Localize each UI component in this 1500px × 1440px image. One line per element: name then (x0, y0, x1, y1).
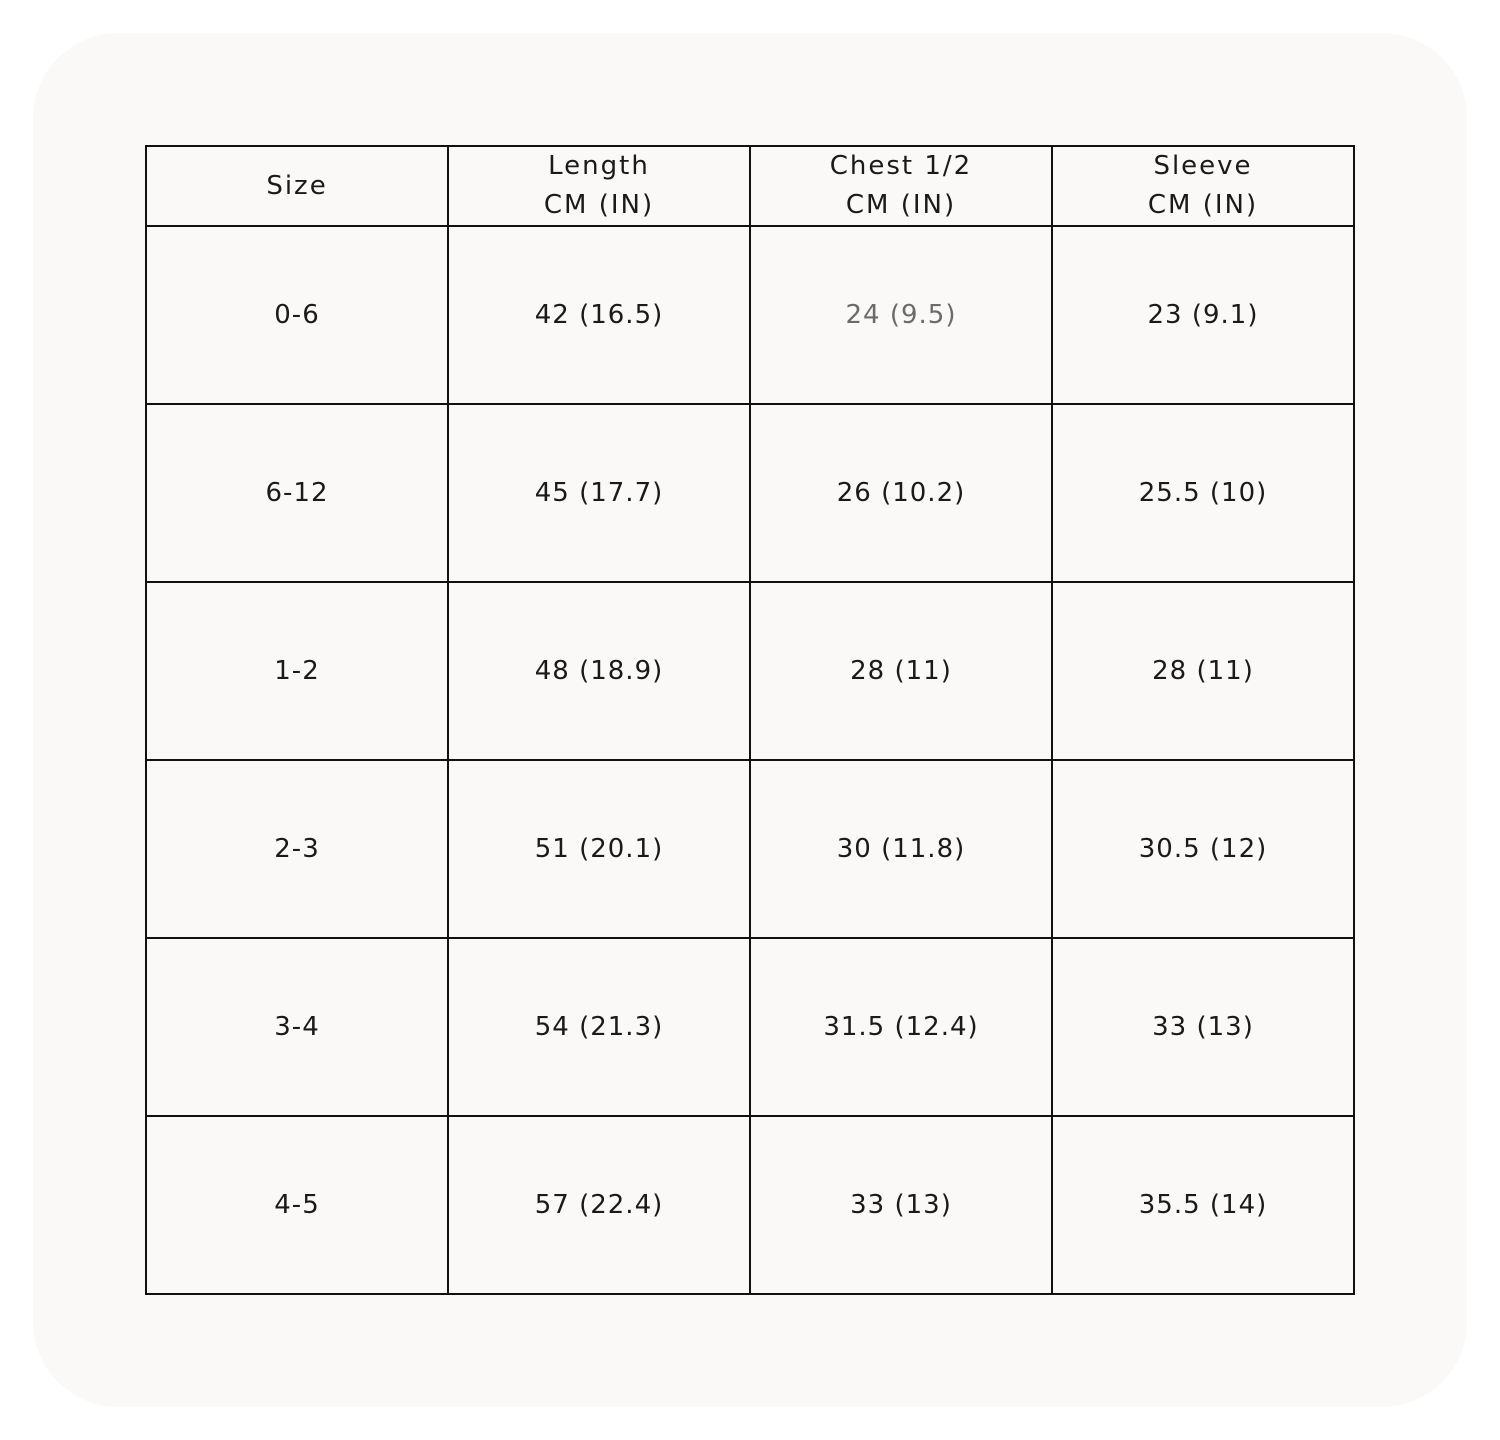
cell-length: 57 (22.4) (448, 1116, 750, 1294)
cell-sleeve: 23 (9.1) (1052, 226, 1354, 404)
cell-chest: 33 (13) (750, 1116, 1052, 1294)
table-row (146, 760, 1354, 938)
cell-sleeve: 35.5 (14) (1052, 1116, 1354, 1294)
cell-chest: 24 (9.5) (750, 226, 1052, 404)
table-row (146, 582, 1354, 760)
cell-sleeve: 30.5 (12) (1052, 760, 1354, 938)
cell-size: 6-12 (146, 404, 448, 582)
cell-size: 1-2 (146, 582, 448, 760)
cell-chest: 30 (11.8) (750, 760, 1052, 938)
cell-size: 4-5 (146, 1116, 448, 1294)
header-sleeve-label: Sleeve (1153, 151, 1253, 181)
cell-length: 48 (18.9) (448, 582, 750, 760)
table-row (146, 226, 1354, 404)
header-size (146, 146, 448, 226)
table-row (146, 404, 1354, 582)
cell-size: 2-3 (146, 760, 448, 938)
header-sleeve (1052, 146, 1354, 226)
header-chest-label: Chest 1/2 (829, 151, 973, 181)
header-size-label: Size (266, 170, 328, 201)
cell-chest: 28 (11) (750, 582, 1052, 760)
header-sleeve-unit: CM (IN) (1147, 190, 1259, 220)
cell-length: 45 (17.7) (448, 404, 750, 582)
cell-length: 54 (21.3) (448, 938, 750, 1116)
cell-sleeve: 28 (11) (1052, 582, 1354, 760)
header-chest (750, 146, 1052, 226)
table-row (146, 1116, 1354, 1294)
cell-length: 51 (20.1) (448, 760, 750, 938)
size-chart-table (145, 145, 1355, 1295)
table-header-row (146, 146, 1354, 226)
header-length (448, 146, 750, 226)
header-chest-unit: CM (IN) (845, 190, 957, 220)
cell-sleeve: 33 (13) (1052, 938, 1354, 1116)
cell-size: 0-6 (146, 226, 448, 404)
cell-chest: 26 (10.2) (750, 404, 1052, 582)
header-length-label: Length (548, 151, 650, 181)
cell-chest: 31.5 (12.4) (750, 938, 1052, 1116)
cell-size: 3-4 (146, 938, 448, 1116)
cell-sleeve: 25.5 (10) (1052, 404, 1354, 582)
cell-length: 42 (16.5) (448, 226, 750, 404)
header-length-unit: CM (IN) (543, 190, 655, 220)
table-row (146, 938, 1354, 1116)
